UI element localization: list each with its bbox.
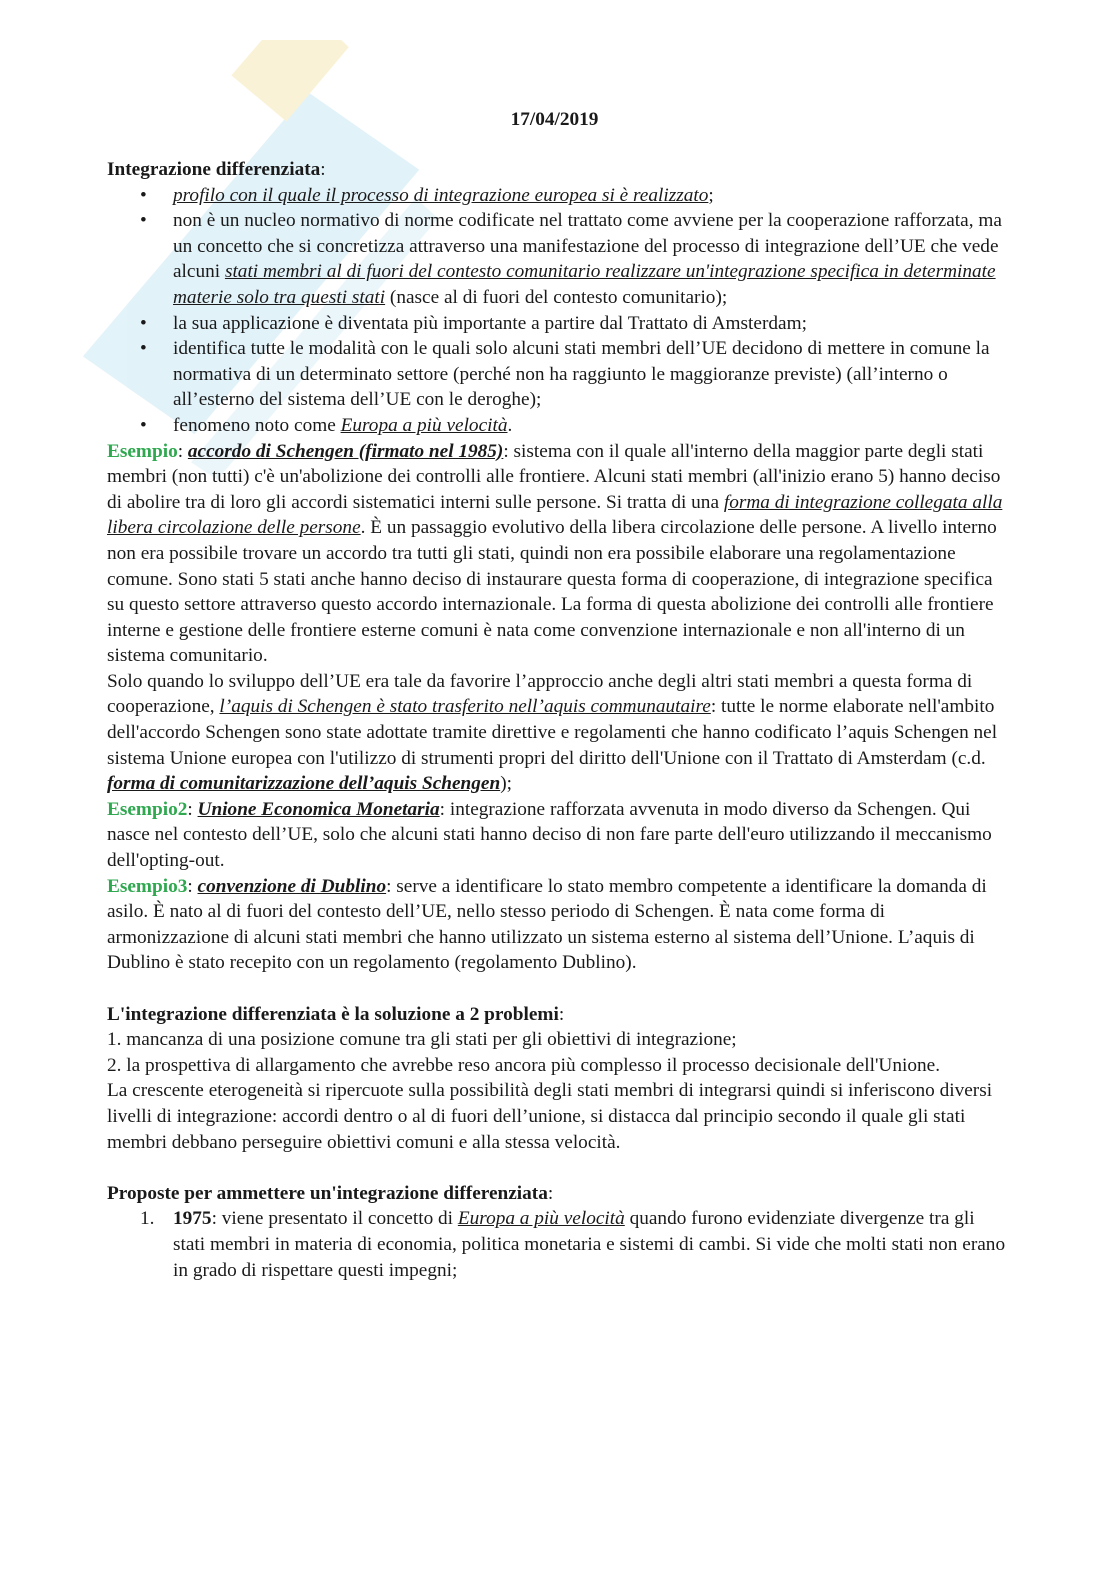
list-item: • profilo con il quale il processo di integrazione europea si è realizzato; xyxy=(107,183,1007,209)
section-heading-problemi: L'integrazione differenziata è la soluzione a 2 problemi: xyxy=(107,1003,565,1025)
bullet-list xyxy=(107,183,1007,439)
example-schengen: Esempio: accordo di Schengen (firmato nel 1985): sistema con il quale all'interno della maggior parte degli stati membri (non tutti) c'è un'abolizione dei controlli alle frontiere. Alcuni stati membri (all'inizio erano 5) hanno deciso di abolire tra di loro gli accordi sistematici interni sulle persone. Si tratta di una forma di integrazione collegata alla libera circolazione delle persone. È un passaggio evolutivo della libera circolazione delle persone. A livello interno non era possibile trovare un accordo tra tutti gli stati, quindi non era possibile elaborare una regolamentazione comune. Sono stati 5 stati anche hanno deciso di instaurare questa forma di cooperazione, di integrazione specifica su questo settore attraverso questo accordo internazionale. La forma di questa abolizione dei controlli alle frontiere interne e gestione delle frontiere esterne comuni è nata come convenzione internazionale e non all'interno di un sistema comunitario. xyxy=(107,440,1003,667)
list-item: 2. la prospettiva di allargamento che avrebbe reso ancora più complesso il processo decisionale dell'Unione. xyxy=(107,1054,941,1076)
spacer xyxy=(107,1155,1007,1181)
numbered-list xyxy=(107,1206,1007,1283)
example-uem: Esempio2: Unione Economica Monetaria: integrazione rafforzata avvenuta in modo diverso da Schengen. Qui nasce nel contesto dell’UE, solo che alcuni stati hanno deciso di non fare parte dell'euro utilizzando il meccanismo dell'opting-out. xyxy=(107,798,992,872)
list-item: • identifica tutte le modalità con le quali solo alcuni stati membri dell’UE decidono di mettere in comune la normativa di un determinato settore (perché non ha raggiunto le maggioranze previste) (all’interno o all’esterno del sistema dell’UE con le deroghe); xyxy=(107,336,1007,413)
paragraph-eterogeneita: La crescente eterogeneità si ripercuote sulla possibilità degli stati membri di integrarsi quindi si inferiscono diversi livelli di integrazione: accordi dentro o al di fuori dell’unione, si distacca dal principio secondo il quale gli stati membri debbano perseguire obiettivi comuni e alla stessa velocità. xyxy=(107,1080,993,1153)
spacer xyxy=(107,976,1007,1002)
section-heading-proposte: Proposte per ammettere un'integrazione differenziata: xyxy=(107,1182,554,1204)
list-item: • la sua applicazione è diventata più importante a partire dal Trattato di Amsterdam; xyxy=(107,311,1007,337)
document-date: 17/04/2019 xyxy=(510,109,599,130)
list-item: • non è un nucleo normativo di norme codificate nel trattato come avviene per la cooperazione rafforzata, ma un concetto che si concretizza attraverso una manifestazione del processo di integrazione dell’UE che vede alcuni stati membri al di fuori del contesto comunitario realizzare un'integrazione specifica in determinate materie solo tra questi stati (nasce al di fuori del contesto comunitario); xyxy=(107,208,1007,310)
document-content xyxy=(107,157,1007,1283)
list-item: • fenomeno noto come Europa a più velocità. xyxy=(107,413,1007,439)
paragraph-schengen-aquis: Solo quando lo sviluppo dell’UE era tale da favorire l’approccio anche degli altri stati membri a questa forma di cooperazione, l’aquis di Schengen è stato trasferito nell’aquis communautaire: tutte le norme elaborate nell'ambito dell'accordo Schengen sono state adottate tramite direttive e regolamenti che hanno codificato l’aquis Schengen nel sistema Unione europea con l'utilizzo di strumenti propri del diritto dell'Unione con il Trattato di Amsterdam (c.d. forma di comunitarizzazione dell’aquis Schengen); xyxy=(107,670,998,795)
list-item: 1. 1975: viene presentato il concetto di Europa a più velocità quando furono evidenziate divergenze tra gli stati membri in materia di economia, politica monetaria e sistemi di cambi. Si vide che molti stati non erano in grado di rispettare questi impegni; xyxy=(140,1208,1006,1281)
example-dublino: Esempio3: convenzione di Dublino: serve a identificare lo stato membro competente a identificare la domanda di asilo. È nato al di fuori del contesto dell’UE, nello stesso periodo di Schengen. È nata come forma di armonizzazione di alcuni stati membri che hanno utilizzato un sistema esterno al sistema dell’Unione. L’aquis di Dublino è stato recepito con un regolamento (regolamento Dublino). xyxy=(107,875,987,974)
list-item: 1. mancanza di una posizione comune tra gli stati per gli obiettivi di integrazione; xyxy=(107,1029,737,1051)
section-heading-integrazione: Integrazione differenziata: xyxy=(107,159,326,180)
